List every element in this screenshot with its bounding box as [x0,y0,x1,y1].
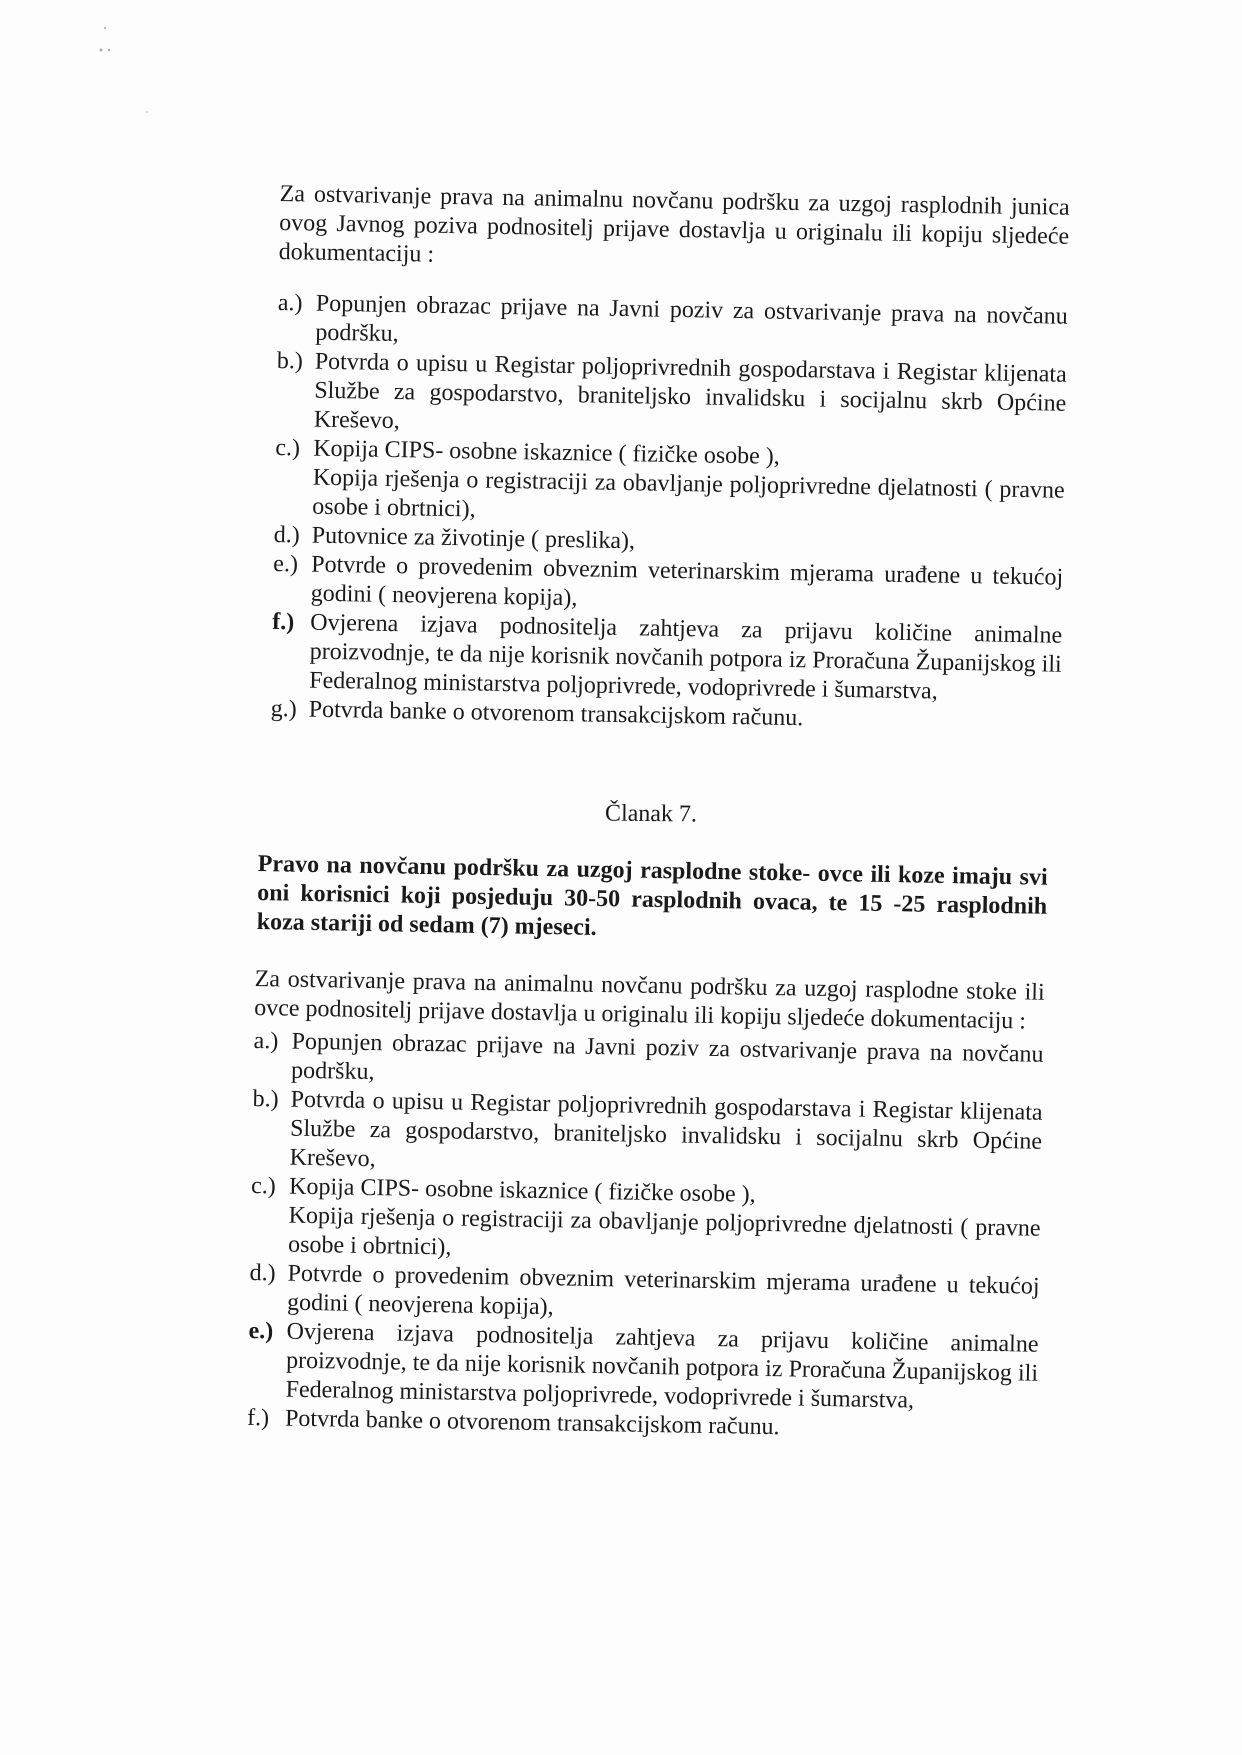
list-marker: g.) [270,695,297,723]
list-item-text-continuation: Kopija rješenja o registraciji za obavljanje poljoprivredne djelatnosti ( pravne osobe i obrtnici), [312,464,1065,523]
section-junice [271,180,1070,738]
list-item-text: Potvrde o provedenim obveznim veterinarskim mjerama urađene u tekućoj godini ( neovjerena kopija), [310,551,1064,612]
list-item-text: Potvrde o provedenim obveznim veterinarskim mjerama urađene u tekućoj godini ( neovjerena kopija), [286,1260,1040,1321]
document-list-1 [271,289,1068,738]
list-item [250,1172,1041,1273]
list-item-text-continuation: Kopija rješenja o registraciji za obavljanje poljoprivredne djelatnosti ( pravne osobe i obrtnici), [287,1202,1041,1261]
list-item [251,1085,1042,1186]
list-marker: d.) [249,1259,276,1287]
list-item-text: Kopija CIPS- osobne iskaznice ( fizičke osobe ), [288,1173,756,1208]
list-item-text: Potvrda o upisu u Registar poljoprivrednih gospodarstava i Registar klijenata Službe za gospodarstvo, braniteljsko invalidsku i socijalnu skrb Općine Kreševo, [313,348,1067,435]
section-ovce [247,965,1045,1447]
intro-paragraph-2: Za ostvarivanje prava na animalnu novčanu podršku za uzgoj rasplodne stoke ili ovce podnositelj prijave dostavlja u originalu ili kopiju sljedeće dokumentaciju : [254,965,1045,1035]
list-item-text: Popunjen obrazac prijave na Javni poziv za ostvarivanje prava na novčanu podršku, [315,290,1068,348]
list-item-text: Popunjen obrazac prijave na Javni poziv za ostvarivanje prava na novčanu podršku, [290,1028,1044,1086]
list-marker: e.) [273,550,299,578]
list-marker: c.) [275,434,301,462]
list-marker: d.) [273,521,301,549]
list-item [274,434,1065,535]
list-marker: a.) [277,289,303,317]
list-marker: c.) [250,1172,277,1200]
list-marker: f.) [272,608,295,636]
list-item-text: Putovnice za životinje ( preslika), [311,522,636,555]
list-item-text: Ovjerena izjava podnositelja zahtjeva za prijavu količine animalne proizvodnje, te da nije korisnik novčanih potpora iz Proračuna Županijskog ili Federalnog ministarstva poljoprivrede, vodoprivrede i šumarstva, [285,1318,1039,1414]
document-list-2 [247,1027,1044,1447]
list-item [247,1317,1038,1418]
list-marker: b.) [276,347,304,375]
list-marker: a.) [253,1027,279,1055]
list-marker: f.) [246,1404,270,1432]
list-item-text: Potvrda o upisu u Registar poljoprivrednih gospodarstava i Registar klijenata Službe za gospodarstvo, braniteljsko invalidsku i socijalnu skrb Općine Kreševo, [289,1086,1043,1173]
article-heading: Članak 7. [604,800,698,828]
list-marker: e.) [248,1317,274,1345]
list-item-text: Ovjerena izjava podnositelja zahtjeva za prijavu količine animalne proizvodnje, te da nije korisnik novčanih potpora iz Proračuna Županijskog ili Federalnog ministarstva poljoprivrede, vodoprivrede i šumarstva, [309,609,1063,705]
list-item-text: Potvrda banke o otvorenom transakcijskom računu. [284,1405,780,1441]
intro-paragraph-1: Za ostvarivanje prava na animalnu novčanu podršku za uzgoj rasplodnih junica ovog Javnog poziva podnositelj prijave dostavlja u originalu ili kopiju sljedeće dokumentaciju : [278,180,1070,268]
list-marker: b.) [252,1085,279,1113]
list-item [271,608,1062,709]
article-7-paragraph: Pravo na novčanu podršku za uzgoj rasplodne stoke- ovce ili koze imaju svi oni korisnici koji posjeduju 30-50 rasplodnih ovaca, te 15 -25 rasplodnih koza stariji od sedam (7) mjeseci. [256,850,1048,941]
list-item-text: Kopija CIPS- osobne iskaznice ( fizičke osobe ), [313,435,781,470]
scan-artifact-marks [95,20,155,120]
list-item-text: Potvrda banke o otvorenom transakcijskom računu. [308,696,804,732]
list-item [276,347,1067,448]
